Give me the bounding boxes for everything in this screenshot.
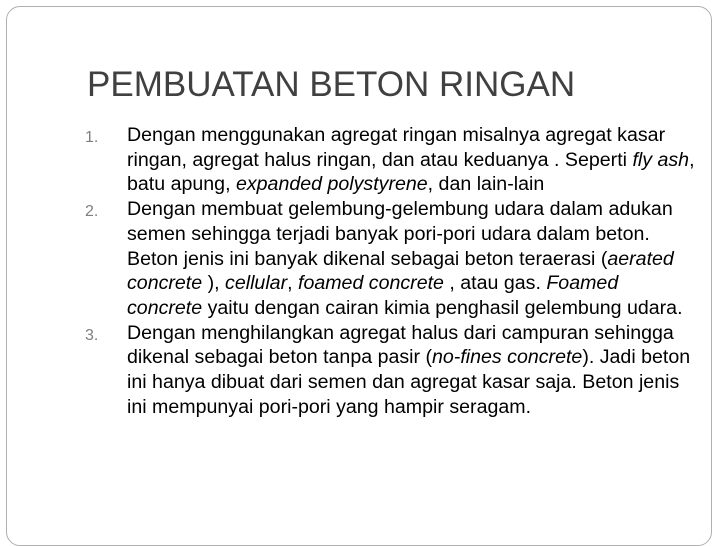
numbered-list — [85, 123, 695, 419]
list-item-text: , — [287, 272, 298, 295]
list-item — [85, 123, 695, 197]
list-item-text: Dengan membuat gelembung-gelembung udara dalam adukan semen sehingga terjadi banyak pori-pori udara dalam beton. Beton jenis ini banyak dikenal sebagai beton teraerasi ( — [127, 198, 673, 270]
list-item-text: yaitu dengan cairan kimia penghasil gelembung udara. — [202, 296, 683, 319]
slide-title: PEMBUATAN BETON RINGAN — [87, 65, 576, 104]
italic-term: Foamed concrete — [127, 272, 619, 319]
list-item-text: Dengan menghilangkan agregat halus dari campuran sehingga dikenal sebagai beton tanpa pasir ( — [127, 321, 674, 369]
list-item-number: 3. — [85, 326, 99, 344]
italic-term: fly ash — [632, 148, 690, 171]
list-item-text: , dan lain-lain — [427, 173, 545, 196]
list-item-text: ). Jadi beton ini hanya dibuat dari semen dan agregat kasar saja. Beton jenis ini mempunyai pori-pori yang hampir seragam. — [127, 346, 691, 418]
list-item — [85, 321, 695, 420]
italic-term: expanded polystyrene — [235, 173, 428, 196]
list-item-text: , batu apung, — [127, 148, 695, 196]
slide-frame — [6, 6, 712, 546]
list-item-text: Dengan menggunakan agregat ringan misalnya agregat kasar ringan, agregat halus ringan, dan atau keduanya . Seperti — [127, 124, 666, 171]
italic-term: foamed concrete — [298, 272, 444, 295]
list-item-text: , atau gas. — [443, 272, 547, 295]
list-item-text: ), — [207, 272, 226, 295]
italic-term: no-fines concrete — [432, 346, 583, 369]
italic-term: cellular — [225, 272, 288, 295]
list-item-number: 2. — [85, 203, 99, 221]
list-item-number: 1. — [85, 129, 99, 146]
italic-term: aerated concrete — [127, 247, 674, 295]
list-item — [85, 197, 695, 321]
